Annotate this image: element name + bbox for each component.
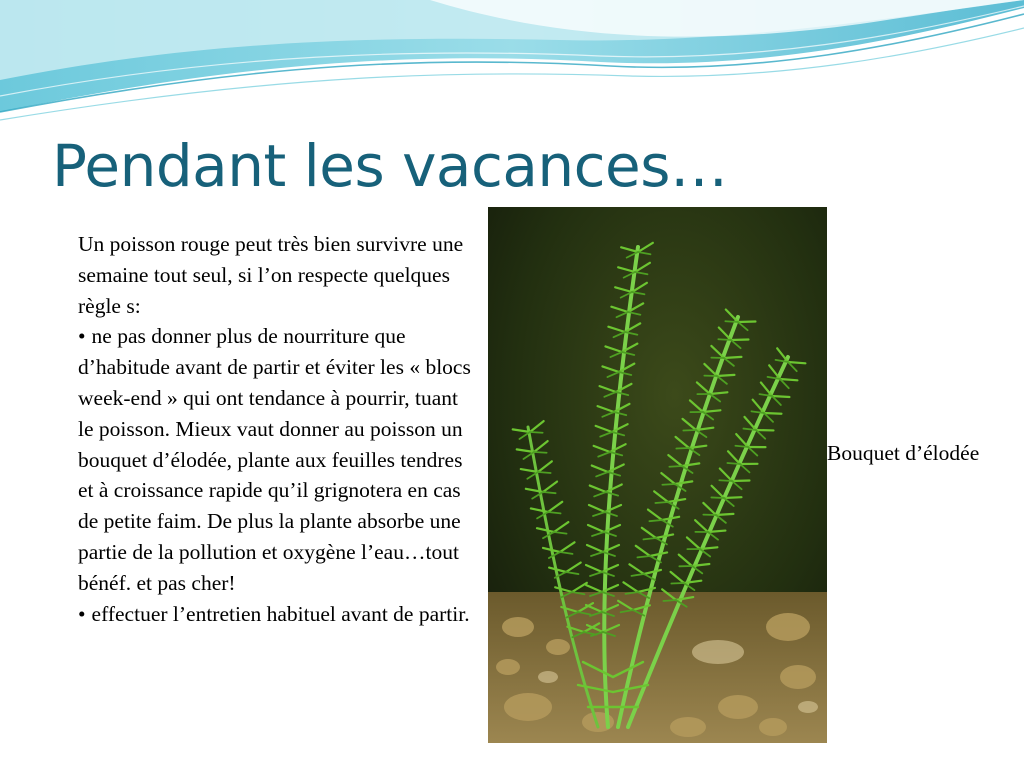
slide-body bbox=[78, 229, 473, 629]
intro-paragraph: Un poisson rouge peut très bien survivre une semaine tout seul, si l’on respecte quelques règle s: bbox=[78, 232, 464, 318]
bullet-text: ne pas donner plus de nourriture que d’habitude avant de partir et éviter les « blocs week-end » qui ont tendance à pourrir, tuant le poisson. Mieux vaut donner au poisson un bouquet d’élodée, plante aux feuilles tendres et à croissance rapide qu’il grignotera en cas de petite faim. De plus la plante absorbe une partie de la pollution et oxygène l’eau…tout bénéf. et pas cher! bbox=[78, 324, 471, 595]
elodea-photo bbox=[488, 207, 827, 743]
bullet-icon: • bbox=[78, 601, 86, 626]
header-wave-decoration bbox=[0, 0, 1024, 130]
elodea-plant-icon bbox=[488, 207, 827, 743]
slide-title: Pendant les vacances… bbox=[52, 132, 728, 200]
bullet-item bbox=[78, 321, 473, 598]
bullet-icon: • bbox=[78, 324, 86, 349]
image-caption: Bouquet d’élodée bbox=[827, 441, 980, 465]
bullet-item bbox=[78, 599, 473, 630]
bullet-text: effectuer l’entretien habituel avant de partir. bbox=[91, 601, 470, 626]
